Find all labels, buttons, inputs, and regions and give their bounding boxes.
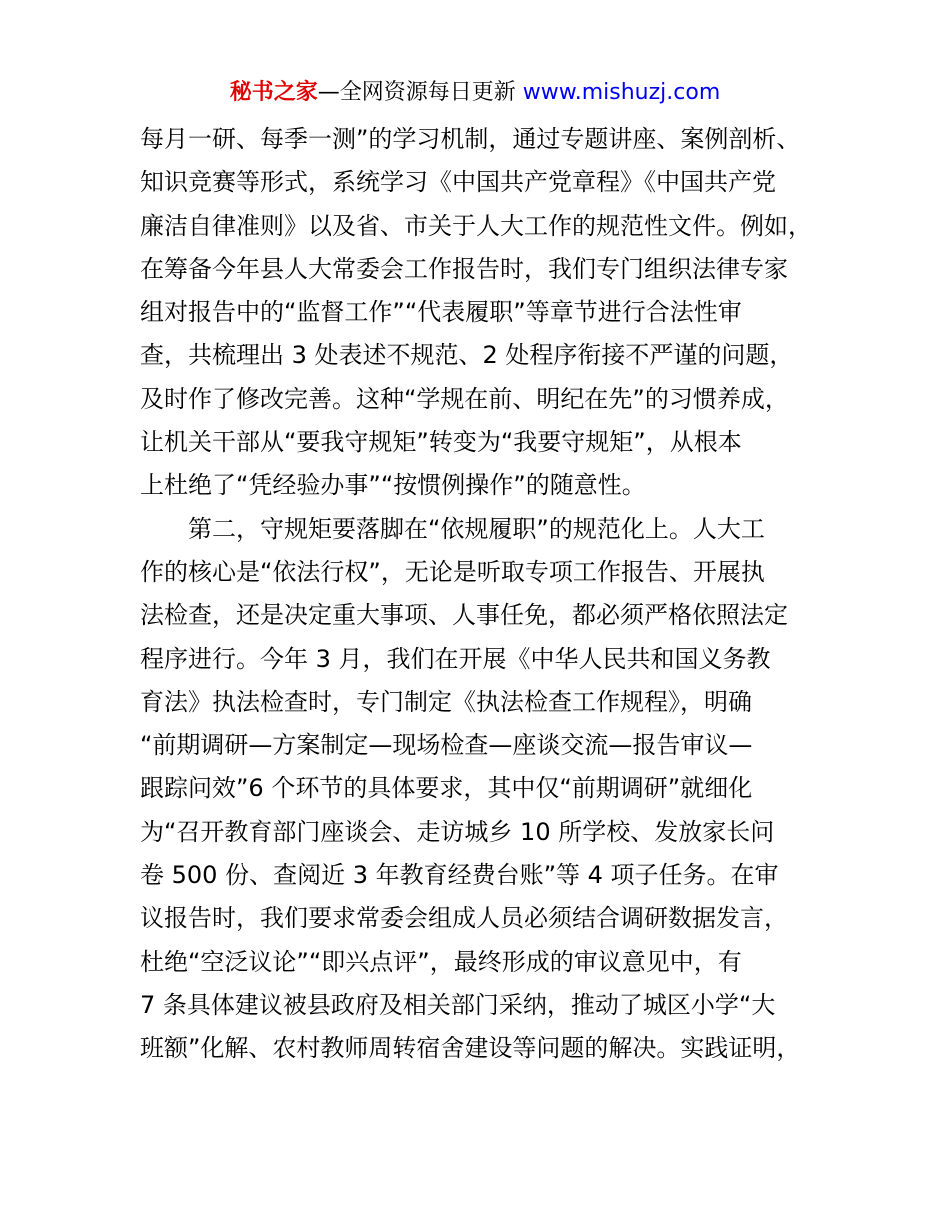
page-header (0, 78, 950, 108)
paragraph-start-line: 第二，守规矩要落脚在“依规履职”的规范化上。人大工 (188, 514, 765, 543)
text-line: 法检查，还是决定重大事项、人事任免，都必须严格依照法定 (140, 601, 788, 630)
text-line: 在筹备今年县人大常委会工作报告时，我们专门组织法律专家 (140, 254, 788, 283)
text-line: 作的核心是“依法行权”，无论是听取专项工作报告、开展执 (140, 557, 765, 586)
text-line: 让机关干部从“要我守规矩”转变为“我要守规矩”，从根本 (140, 428, 742, 457)
text-line: 班额”化解、农村教师周转宿舍建设等问题的解决。实践证明， (140, 1034, 801, 1063)
text-line: 7 条具体建议被县政府及相关部门采纳，推动了城区小学“大 (140, 990, 776, 1019)
text-line: 卷 500 份、查阅近 3 年教育经费台账”等 4 项子任务。在审 (140, 861, 779, 890)
text-line: 杜绝“空泛议论”“即兴点评”，最终形成的审议意见中，有 (140, 947, 742, 976)
text-line: 议报告时，我们要求常委会组成人员必须结合调研数据发言， (140, 904, 788, 933)
text-line: 及时作了修改完善。这种“学规在前、明纪在先”的习惯养成， (140, 384, 789, 413)
text-line: 为“召开教育部门座谈会、走访城乡 10 所学校、发放家长问 (140, 817, 775, 846)
text-line: 知识竞赛等形式，系统学习《中国共产党章程》《中国共产党 (140, 168, 776, 197)
site-url[interactable]: www.mishuzj.com (522, 80, 721, 105)
text-line: 育法》执法检查时，专门制定《执法检查工作规程》，明确 (140, 687, 752, 716)
text-line: “前期调研—方案制定—现场检查—座谈交流—报告审议— (140, 731, 753, 760)
text-line: 廉洁自律准则》以及省、市关于人大工作的规范性文件。例如， (140, 211, 812, 240)
text-line: 组对报告中的“监督工作”“代表履职”等章节进行合法性审 (140, 298, 742, 327)
document-body (140, 118, 840, 1071)
header-slogan: —全网资源每日更新 (317, 80, 523, 105)
text-line: 上杜绝了“凭经验办事”“按惯例操作”的随意性。 (140, 471, 646, 500)
text-line: 每月一研、每季一测”的学习机制，通过专题讲座、案例剖析、 (140, 125, 801, 153)
text-line: 程序进行。今年 3 月，我们在开展《中华人民共和国义务教 (140, 644, 771, 673)
text-line: 跟踪问效”6 个环节的具体要求，其中仅“前期调研”就细化 (140, 774, 753, 803)
brand-name: 秘书之家 (229, 80, 318, 105)
text-line: 查，共梳理出 3 处表述不规范、2 处程序衔接不严谨的问题， (140, 341, 794, 370)
